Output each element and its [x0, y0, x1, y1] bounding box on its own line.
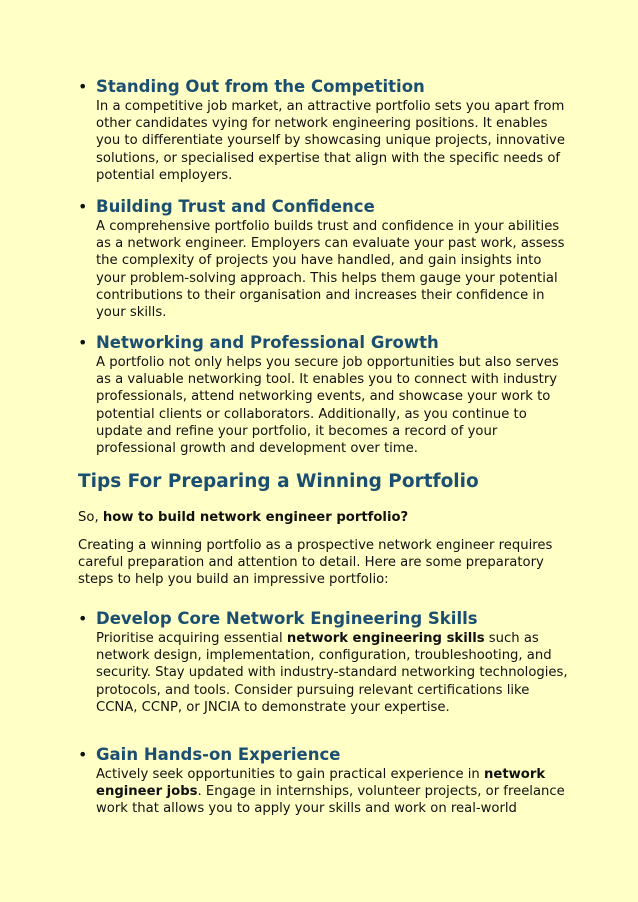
question-bold: how to build network engineer portfolio?	[102, 510, 409, 525]
section-heading: Tips For Preparing a Winning Portfolio	[78, 471, 479, 492]
item-body	[96, 766, 568, 818]
list-item	[78, 746, 568, 818]
body-bold-text: network engineering skills	[286, 631, 485, 646]
body-text: . Engage in internships, volunteer projects, or freelance work that allows you to apply your skills and work on real-world	[96, 784, 565, 817]
question-paragraph	[78, 509, 558, 526]
item-body: A comprehensive portfolio builds trust and confidence in your abilities as a network engineer. Employers can evaluate your past work, assess the complexity of projects you have handled, and gain insights into your problem-solving approach. This helps them gauge your potential contributions to their organisation and increases their confidence in your skills.	[96, 219, 565, 321]
list-item	[78, 78, 568, 184]
item-body	[96, 630, 568, 716]
list-item	[78, 198, 568, 321]
body-bold-text: network engineer jobs	[96, 767, 546, 800]
body-text: Actively seek opportunities to gain practical experience in	[96, 767, 484, 782]
item-heading: Develop Core Network Engineering Skills	[96, 609, 478, 628]
bullet-icon: •	[78, 609, 88, 628]
bullet-icon: •	[78, 77, 88, 96]
item-heading: Building Trust and Confidence	[96, 197, 375, 216]
item-body: In a competitive job market, an attractive portfolio sets you apart from other candidates vying for network engineering positions. It enables you to differentiate yourself by showcasing unique projects, innovative solutions, or specialised expertise that align with the specific needs of potential employers.	[96, 99, 565, 183]
bullet-icon: •	[78, 745, 88, 764]
question-prefix: So,	[78, 510, 103, 525]
item-heading: Standing Out from the Competition	[96, 77, 425, 96]
item-body: A portfolio not only helps you secure job opportunities but also serves as a valuable networking tool. It enables you to connect with industry professionals, attend networking events, and showcase your work to potential clients or collaborators. Additionally, as you continue to update and refine your portfolio, it becomes a record of your professional growth and development over time.	[96, 355, 559, 457]
body-text: such as network design, implementation, configuration, troubleshooting, and security. Stay updated with industry-standard networking technologies, protocols, and tools. Consider pursuing relevant certifications like CCNA, CCNP, or JNCIA to demonstrate your expertise.	[96, 631, 568, 715]
list-item	[78, 610, 568, 716]
bullet-icon: •	[78, 197, 88, 216]
list-item	[78, 334, 568, 457]
body-text: Prioritise acquiring essential	[96, 631, 287, 646]
bullet-icon: •	[78, 333, 88, 352]
item-heading: Gain Hands-on Experience	[96, 745, 341, 764]
item-heading: Networking and Professional Growth	[96, 333, 439, 352]
intro-paragraph: Creating a winning portfolio as a prospective network engineer requires careful preparation and attention to detail. Here are some preparatory steps to help you build an impressive portfolio:	[78, 538, 553, 588]
